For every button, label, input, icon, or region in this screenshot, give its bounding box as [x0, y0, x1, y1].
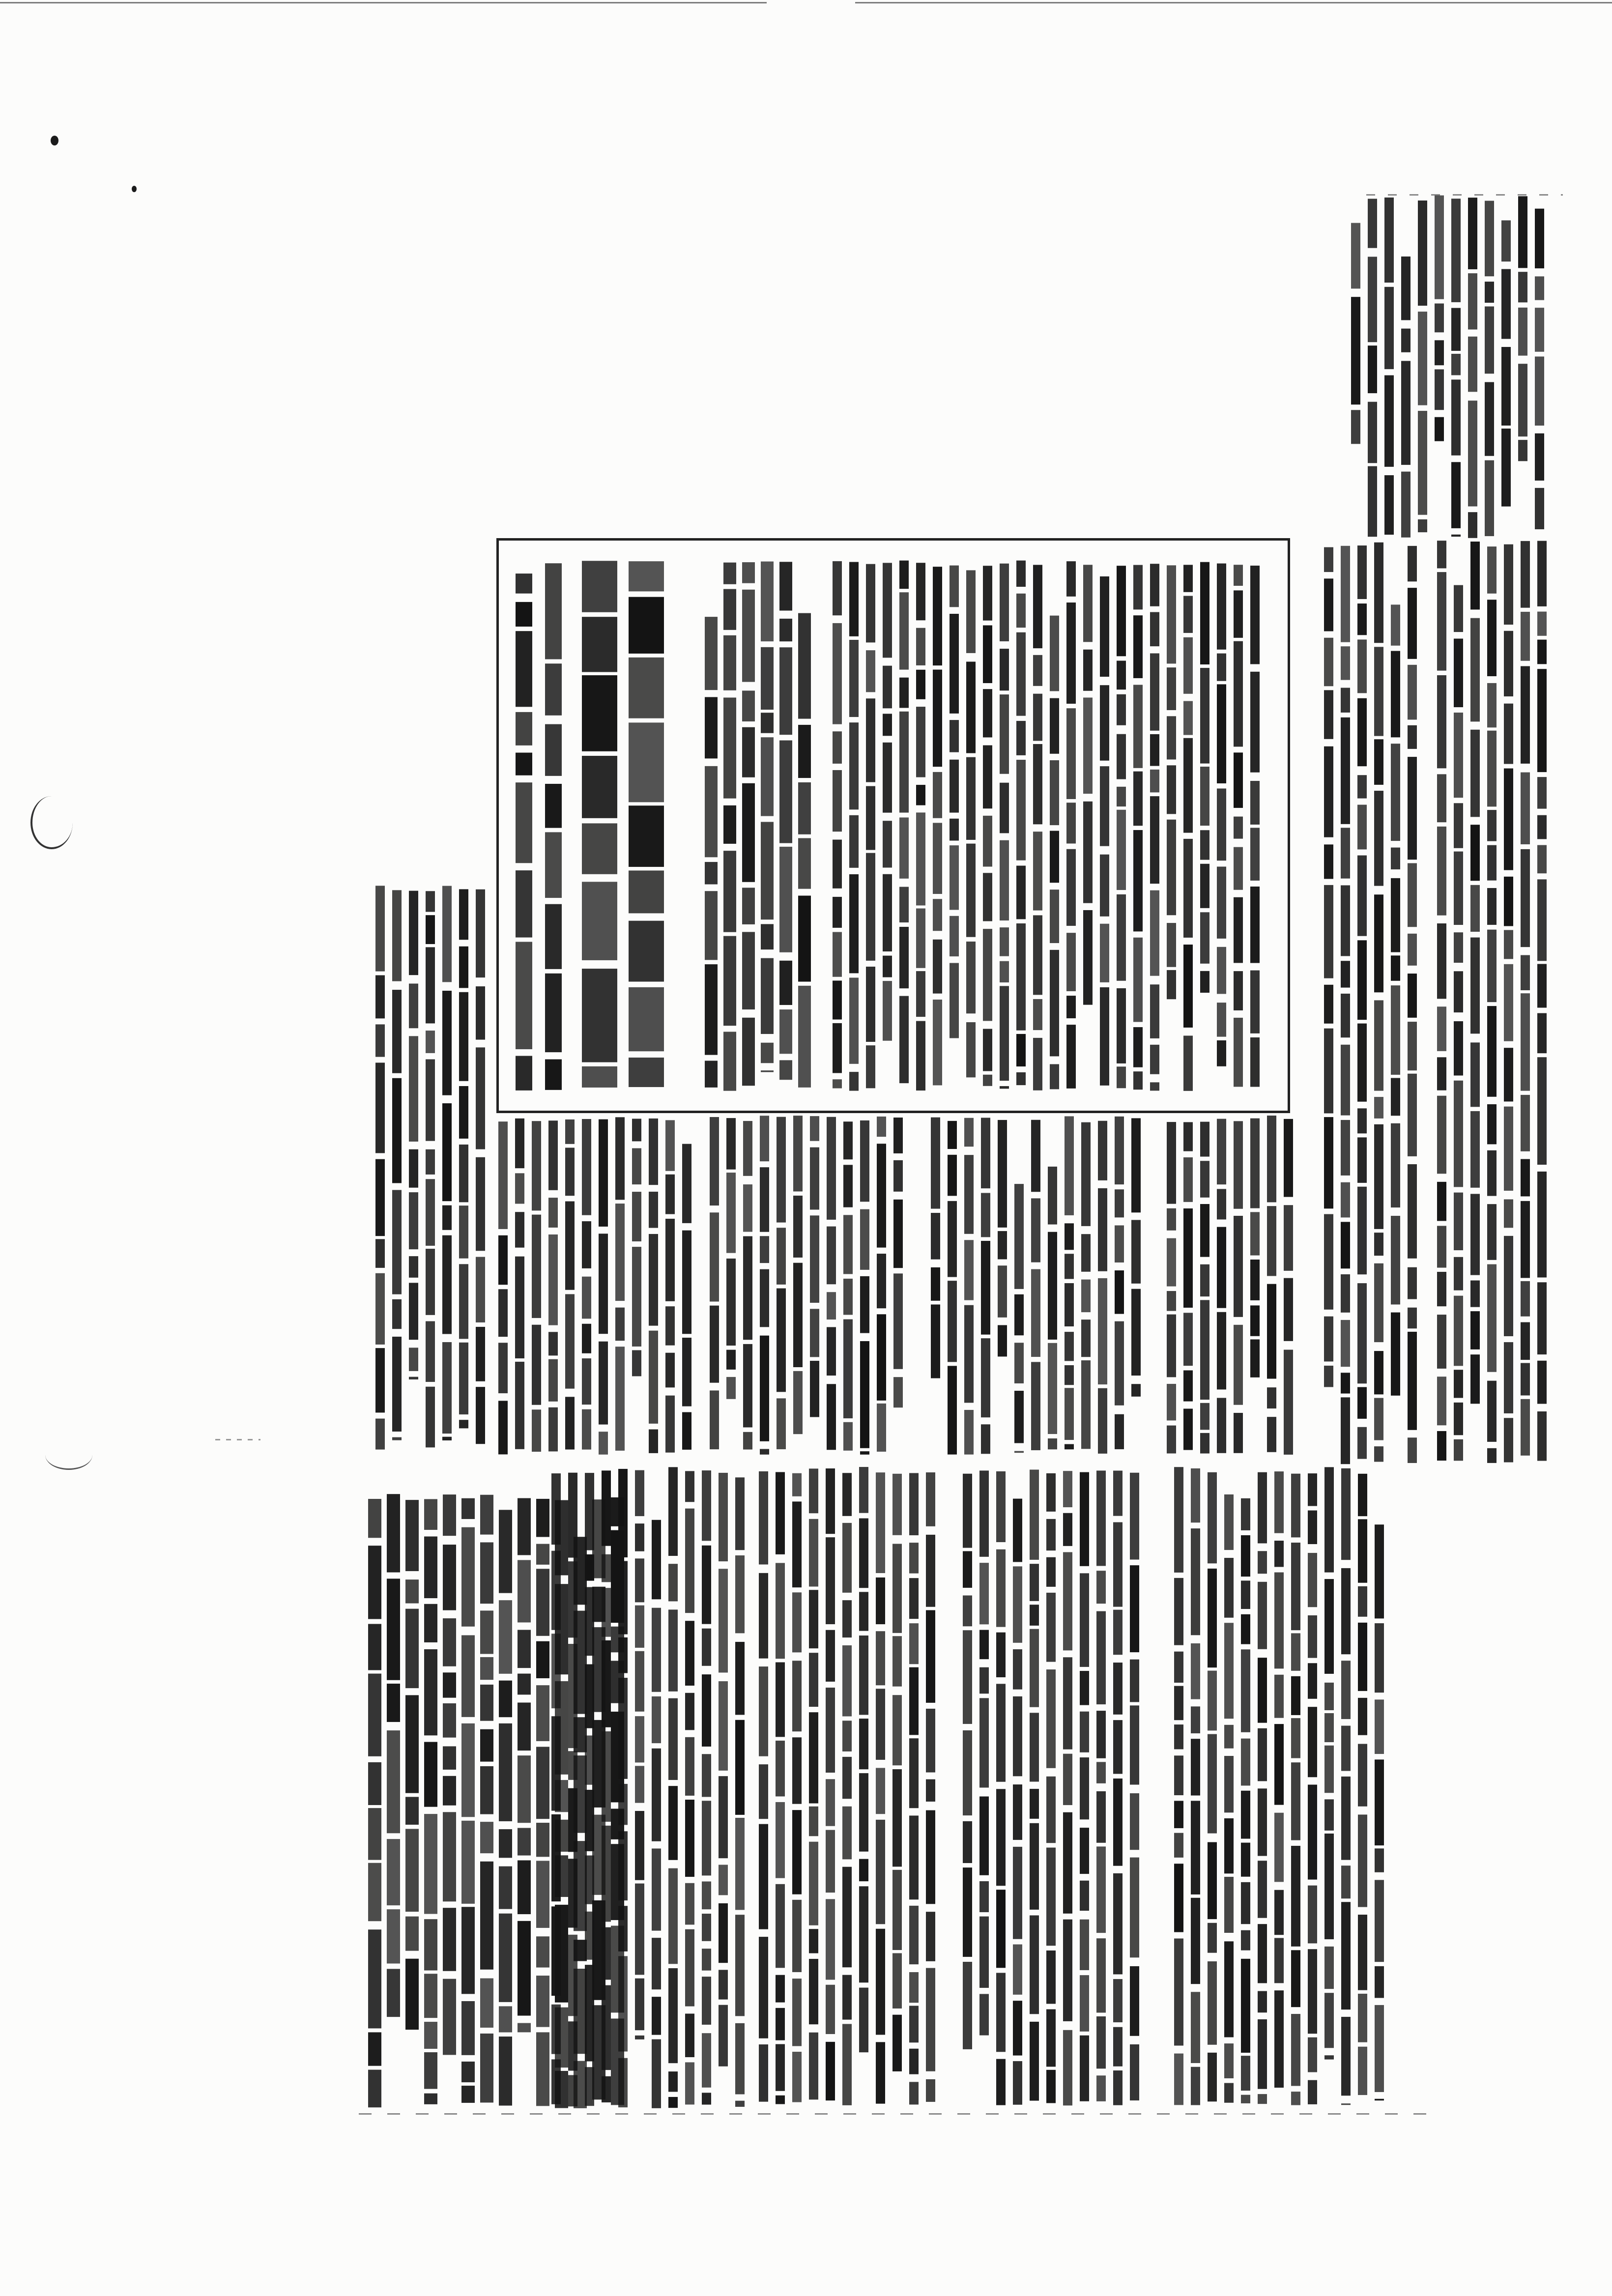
- scan-smudge-bottom: [359, 2113, 1435, 2115]
- article-1-continuation-a: [374, 885, 489, 1450]
- right-article-top-block: [1349, 194, 1560, 538]
- registration-dot-1: [51, 136, 58, 145]
- scan-smudge-mid: [215, 1439, 260, 1440]
- article-1-continuation-b: [496, 1116, 695, 1455]
- article-1-column-5: [1172, 1467, 1398, 2106]
- article-1-column-3: [757, 1467, 951, 2106]
- article-1-column-4: [961, 1467, 1155, 2106]
- top-border-rule-left: [0, 2, 767, 3]
- article-1-lede: [366, 1494, 641, 2108]
- right-article-bottom-block: [1435, 541, 1558, 1464]
- article-1-continuation-c: [708, 1116, 914, 1455]
- top-border-rule-right: [855, 2, 1612, 3]
- herzog-kicker: [514, 560, 568, 1091]
- registration-dot-2: [132, 186, 137, 192]
- page-edge-mark-1: [30, 796, 73, 849]
- article-1-continuation-e: [1165, 1116, 1307, 1455]
- right-article-column-1: [1322, 541, 1428, 1464]
- herzog-headline: [580, 560, 698, 1091]
- article-1-continuation-d: [929, 1116, 1150, 1455]
- herzog-lede: [703, 560, 816, 1091]
- herzog-body: [831, 560, 1273, 1091]
- page-edge-mark-2: [45, 1440, 92, 1470]
